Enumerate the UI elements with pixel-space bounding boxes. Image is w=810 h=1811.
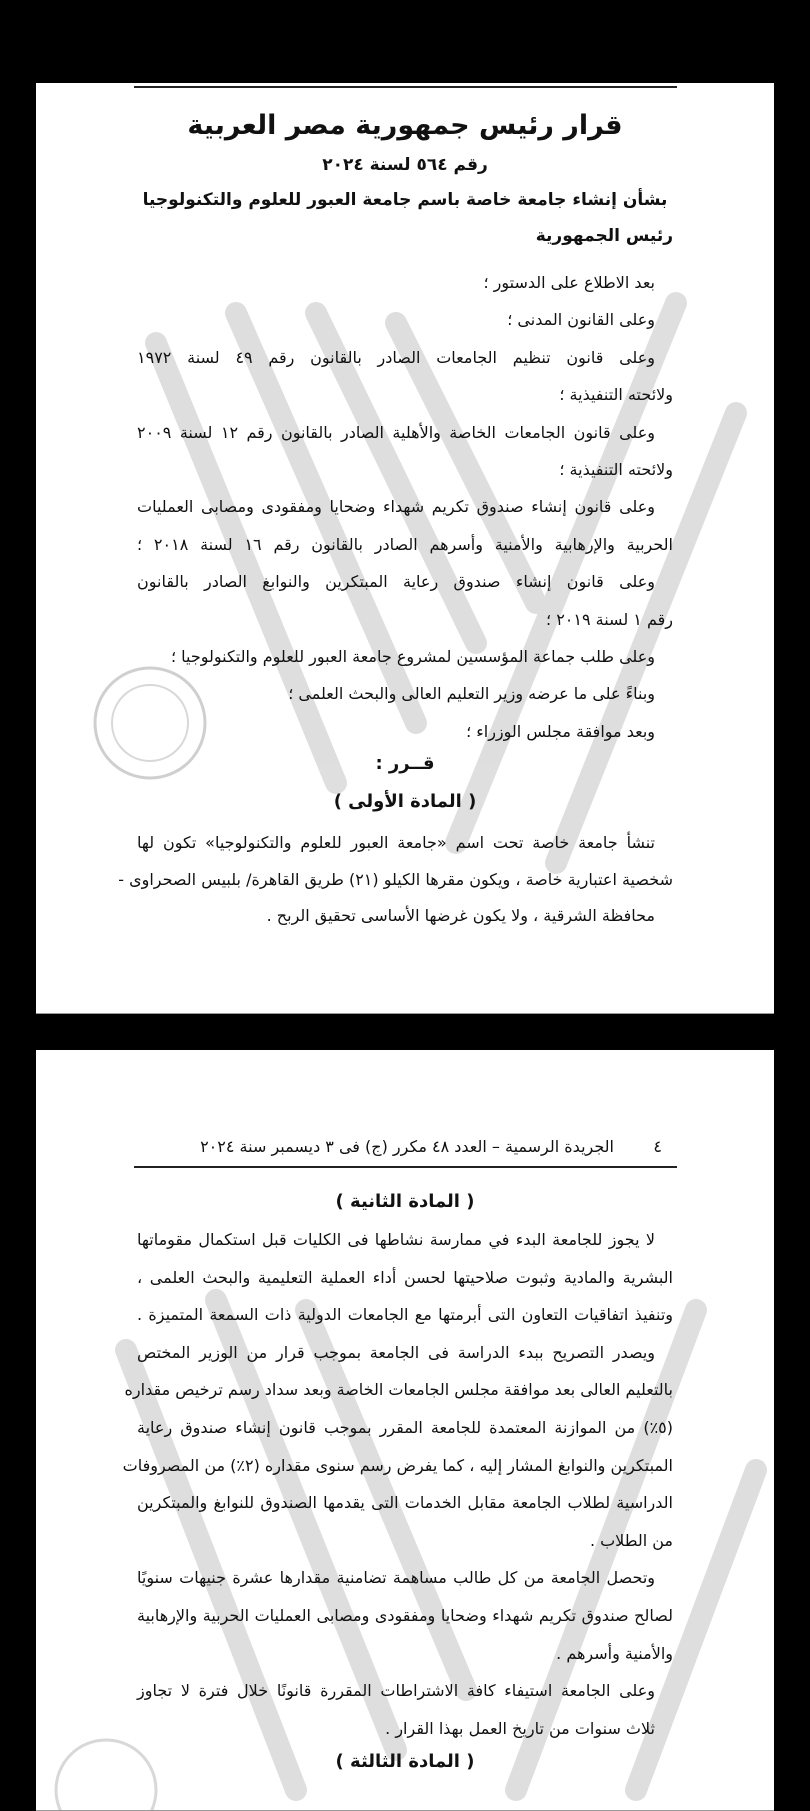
- gazette-page-1: [36, 83, 774, 1014]
- preamble-line: وعلى قانون إنشاء صندوق رعاية المبتكرين والنوابغ الصادر بالقانون: [137, 572, 655, 592]
- article-line: محافظة الشرقية ، ولا يكون غرضها الأساسى تحقيق الربح .: [266, 906, 655, 925]
- article-line: وعلى الجامعة استيفاء كافة الاشتراطات المقررة قانونًا خلال فترة لا تجاوز: [137, 1681, 655, 1701]
- article-line: ويصدر التصريح ببدء الدراسة فى الجامعة بموجب قرار من الوزير المختص: [137, 1342, 655, 1362]
- decree-label: قــرر :: [375, 753, 435, 774]
- preamble-line: ولائحته التنفيذية ؛: [559, 385, 673, 405]
- article-3-heading: ( المادة الثالثة ): [335, 1751, 475, 1772]
- preamble-line: وعلى قانون الجامعات الخاصة والأهلية الصادر بالقانون رقم ١٢ لسنة ٢٠٠٩: [137, 422, 656, 442]
- article-line: البشرية والمادية وثبوت صلاحيتها لحسن أداء العملية التعليمية والبحث العلمى ،: [137, 1267, 673, 1287]
- article-line: من الطلاب .: [589, 1530, 673, 1550]
- top-rule: [134, 86, 677, 88]
- preamble-line: وعلى القانون المدنى ؛: [507, 310, 655, 330]
- article-line: وتنفيذ اتفاقيات التعاون التى أبرمتها مع الجامعات الدولية ذات السمعة المتميزة .: [137, 1305, 673, 1325]
- preamble-line: وعلى قانون تنظيم الجامعات الصادر بالقانون رقم ٤٩ لسنة ١٩٧٢: [137, 347, 655, 367]
- article-line: تنشأ جامعة خاصة تحت اسم «جامعة العبور للعلوم والتكنولوجيا» تكون لها: [137, 833, 655, 852]
- preamble-line: رقم ١ لسنة ٢٠١٩ ؛: [546, 609, 673, 629]
- article-line: وتحصل الجامعة من كل طالب مساهمة تضامنية مقدارها عشرة جنيهات سنويًا: [137, 1568, 655, 1588]
- preamble-line: ولائحته التنفيذية ؛: [559, 460, 673, 479]
- article-line: بالتعليم العالى بعد موافقة مجلس الجامعات الخاصة وبعد سداد رسم ترخيص مقداره: [124, 1380, 673, 1400]
- president-heading: رئيس الجمهورية: [535, 226, 673, 246]
- preamble-line: بعد الاطلاع على الدستور ؛: [483, 273, 655, 292]
- gazette-page-2: [36, 1050, 774, 1811]
- preamble-line: وبعد موافقة مجلس الوزراء ؛: [466, 721, 655, 741]
- header-rule: [134, 1166, 677, 1168]
- article-1-heading: ( المادة الأولى ): [333, 791, 477, 812]
- article-line: لصالح صندوق تكريم شهداء وضحايا ومفقودى ومصابى العمليات الحربية والإرهابية: [137, 1606, 673, 1625]
- preamble-line: الحربية والإرهابية والأمنية وأسرهم الصادر بالقانون رقم ١٦ لسنة ٢٠١٨ ؛: [137, 534, 674, 554]
- preamble-line: وعلى طلب جماعة المؤسسين لمشروع جامعة العبور للعلوم والتكنولوجيا ؛: [170, 647, 655, 666]
- article-line: شخصية اعتبارية خاصة ، ويكون مقرها الكيلو (٢١) طريق القاهرة/ بلبيس الصحراوى -: [118, 869, 673, 889]
- page-number: ٤: [653, 1137, 662, 1156]
- preamble-line: وعلى قانون إنشاء صندوق تكريم شهداء وضحايا ومفقودى ومصابى العمليات: [137, 497, 655, 517]
- preamble-line: وبناءً على ما عرضه وزير التعليم العالى والبحث العلمى ؛: [288, 684, 655, 704]
- article-line: والأمنية وأسرهم .: [556, 1643, 673, 1663]
- decree-number: رقم ٥٦٤ لسنة ٢٠٢٤: [322, 155, 488, 175]
- running-header: الجريدة الرسمية – العدد ٤٨ مكرر (ج) فى ٣ ديسمبر سنة ٢٠٢٤: [200, 1137, 614, 1156]
- article-line: (٥٪) من الموازنة المعتمدة للجامعة المقرر بموجب قانون إنشاء صندوق رعاية: [137, 1418, 673, 1437]
- decree-subject: بشأن إنشاء جامعة خاصة باسم جامعة العبور للعلوم والتكنولوجيا: [142, 190, 668, 210]
- article-line: لا يجوز للجامعة البدء في ممارسة نشاطها فى الكليات قبل استكمال مقوماتها: [137, 1230, 655, 1249]
- article-line: المبتكرين والنوابغ المشار إليه ، كما يفرض رسم سنوى مقداره (٢٪) من المصروفات: [122, 1455, 673, 1475]
- decree-title: قرار رئيس جمهورية مصر العربية: [187, 110, 623, 141]
- article-line: ثلاث سنوات من تاريخ العمل بهذا القرار .: [385, 1718, 655, 1738]
- article-line: الدراسية لطلاب الجامعة مقابل الخدمات التى يقدمها الصندوق للنوابغ والمبتكرين: [137, 1493, 673, 1513]
- article-2-heading: ( المادة الثانية ): [335, 1191, 475, 1212]
